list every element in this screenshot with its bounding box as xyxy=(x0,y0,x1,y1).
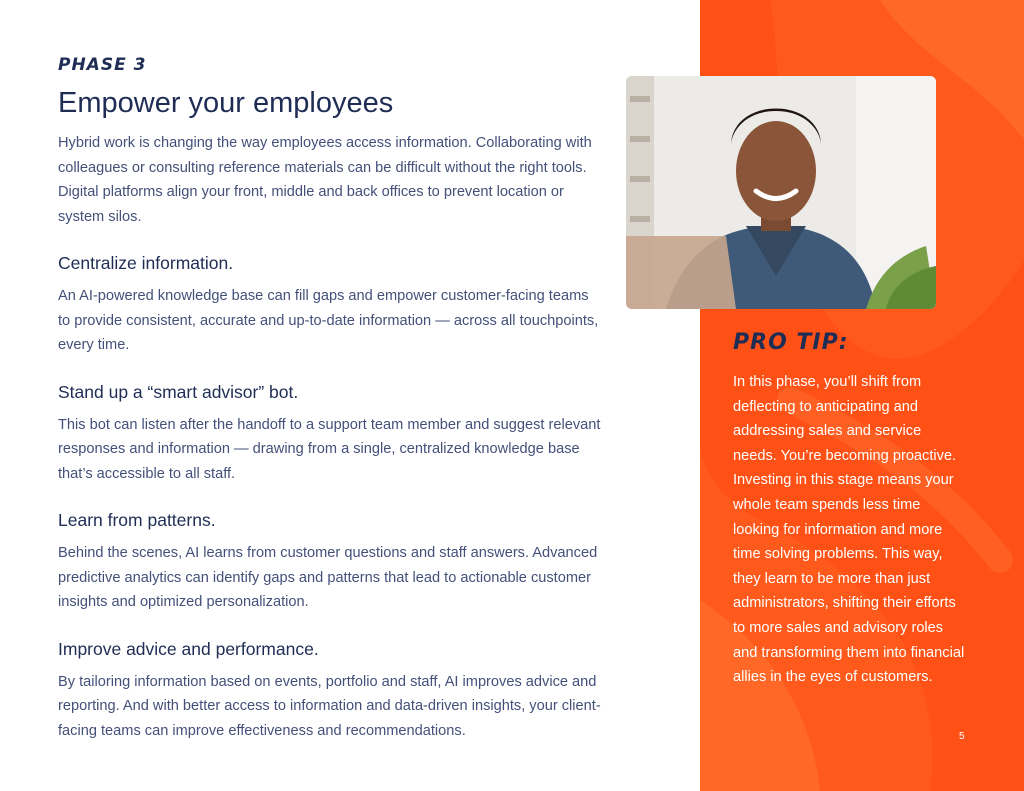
page-number: 5 xyxy=(959,731,965,742)
page-title: Empower your employees xyxy=(58,87,394,119)
pro-tip-body: In this phase, you’ll shift from deflecting to anticipating and addressing sales and service needs. You’re becoming proactive. Investing in this stage means your whole team spends less time looking for information and more time solving problems. This way, they learn to be more than just administrators, shifting their efforts to more sales and advisory roles and transforming them into financial allies in the eyes of customers. xyxy=(733,374,965,686)
section-body: By tailoring information based on events, portfolio and staff, AI improves advice and reporting. And with better access to information and data-driven insights, your client-facing teams can improve effectiveness and recommendations. xyxy=(58,673,601,739)
main-content xyxy=(58,52,603,743)
phase-label: PHASE 3 xyxy=(58,55,147,75)
section-body: Behind the scenes, AI learns from customer questions and staff answers. Advanced predictive analytics can identify gaps and patterns that lead to actionable customer insights and optimized personalization. xyxy=(58,545,598,610)
section-body: This bot can listen after the handoff to a support team member and suggest relevant responses and information — drawing from a single, centralized knowledge base that’s accessible to all staff. xyxy=(58,416,601,482)
section-heading: Improve advice and performance. xyxy=(58,638,319,659)
pro-tip-title: PRO TIP: xyxy=(733,330,849,355)
section-heading: Centralize information. xyxy=(58,253,234,273)
section-heading: Stand up a “smart advisor” bot. xyxy=(58,381,299,402)
section-heading: Learn from patterns. xyxy=(58,510,216,530)
intro-paragraph: Hybrid work is changing the way employees access information. Collaborating with colleagues or consulting reference materials can be difficult without the right tools. Digital platforms align your front, middle and back offices to prevent location or system silos. xyxy=(58,135,592,225)
employee-photo xyxy=(626,76,936,309)
section-body: An AI-powered knowledge base can fill gaps and empower customer-facing teams to provide consistent, accurate and up-to-date information — across all touchpoints, every time. xyxy=(58,288,599,353)
